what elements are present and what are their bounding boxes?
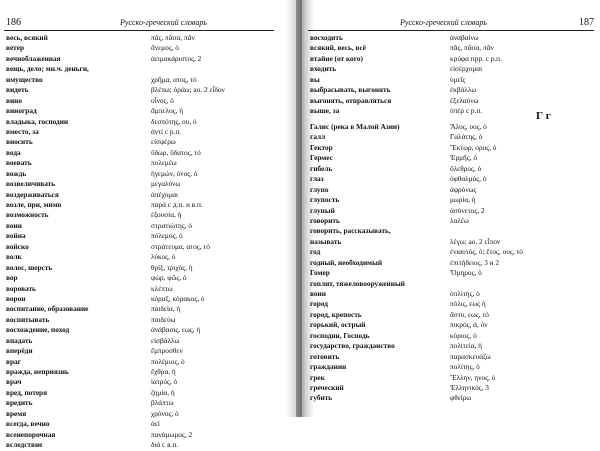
left-page-header [4,16,274,31]
dictionary-entry [310,289,592,299]
russian-headword: вред, потеря [6,387,48,397]
russian-headword: вредить [6,398,33,408]
greek-translation: ἐξελαύνω [450,95,479,105]
dictionary-entry [6,346,282,356]
russian-headword: вперёди [6,346,33,356]
greek-translation: Ἕκτωρ, ορος, ὁ [450,142,497,152]
russian-headword: вместо, за [6,126,39,136]
russian-headword: воспитание, образование [6,304,89,314]
dictionary-entry [6,304,282,314]
dictionary-entry [6,315,282,325]
greek-translation: ἐκβάλλω [450,85,477,95]
greek-translation: ἡγεμών, όνος, ὁ [151,168,198,178]
greek-translation: ἀφρόνως [450,184,477,194]
dictionary-entry [310,383,592,393]
greek-translation: πολέμιος, ὁ [151,356,185,366]
russian-headword: волк [6,252,22,262]
russian-headword: возле, при, мимо [6,200,62,209]
dictionary-entry [310,352,592,362]
dictionary-entry [310,247,592,257]
russian-headword: Гектор [310,142,333,152]
russian-headword: выше, за [310,106,340,116]
greek-translation: πόλεμος, ὁ [151,231,183,241]
greek-translation: ὕδωρ, ὕδατος, τό [151,147,201,157]
dictionary-entry [6,117,282,127]
russian-headword: глупо [310,184,329,194]
greek-translation: λέγω; ао. 2 εἶπον [450,236,501,246]
russian-headword: впадать [6,335,33,345]
dictionary-entry [6,398,282,408]
greek-translation: παρασκευάζω [450,351,491,361]
russian-headword: возвеличивать [6,179,56,189]
russian-headword: гоплит, тяжеловооруженный [310,278,405,288]
russian-headword: всякий, весь, всё [310,43,366,53]
russian-headword: город [310,299,328,309]
greek-translation: Ἅλυς, υος, ὁ [450,122,487,131]
greek-translation: λύκος, ὁ [151,252,176,262]
greek-translation: ἀντί с р.п. [151,126,182,136]
greek-translation: εἰσβάλλω [151,335,180,345]
russian-headword: господин, Господь [310,330,370,340]
russian-headword: глаз [310,174,324,184]
greek-translation: ἐνιαυτός, ὁ; ἔτος, ους, τό [450,247,523,257]
right-page-header [308,16,594,31]
greek-translation: χρόνος, ὁ [151,408,179,418]
dictionary-entry [6,169,282,179]
russian-headword: вражда, неприязнь [6,367,69,376]
russian-headword: входить [310,64,337,74]
dictionary-entry [6,367,282,377]
page-number: 187 [579,17,594,28]
greek-translation: ζημία, ἡ [151,387,175,397]
greek-translation: πολιτεία, ἡ [450,341,482,351]
dictionary-entry [310,43,592,53]
dictionary-entry [6,325,282,335]
dictionary-entry [6,409,282,419]
dictionary-entry [6,127,282,137]
russian-headword: воин [310,289,326,298]
dictionary-entry [6,357,282,367]
dictionary-entry [310,216,592,226]
russian-headword: горький, острый [310,320,366,330]
dictionary-entry [6,137,282,147]
dictionary-entry [310,237,592,247]
greek-translation: ἐξουσία, ἡ [151,210,182,220]
greek-translation: διά с в.п. [151,440,179,450]
dictionary-entry [310,362,592,372]
russian-headword: государство, гражданство [310,341,395,351]
russian-headword: ворон [6,293,26,303]
dictionary-entries [310,33,592,117]
dictionary-entry [310,64,592,74]
dictionary-entry [6,43,282,53]
russian-headword: враг [6,356,21,366]
greek-translation: ἀπέχομαι [151,189,178,199]
dictionary-entry [6,231,282,241]
dictionary-entry [310,226,592,236]
dictionary-entry [6,96,282,106]
russian-headword: называть [310,236,342,246]
dictionary-entries-g [310,122,592,404]
dictionary-entry [6,252,282,262]
russian-headword: глупый [310,205,335,215]
russian-headword: город, крепость [310,309,362,319]
greek-translation: ἀεί [151,419,160,429]
dictionary-entry [310,143,592,153]
greek-translation: Ἑλληνικός, 3 [450,382,489,392]
greek-translation: ἔμπροσθεν [151,346,183,356]
greek-translation: πολίτης, ὁ [450,362,480,372]
dictionary-entry [310,206,592,216]
russian-headword: войско [6,241,29,251]
greek-translation: ἐπιτήδειος, 3 и 2 [450,257,499,267]
greek-translation: εἰσφέρω [151,137,176,147]
dictionary-entry [6,294,282,304]
dictionary-entry [6,273,282,283]
dictionary-entries [6,33,282,451]
greek-translation: θρίξ, τριχός, ἡ [151,262,193,272]
greek-translation: φθείρω [450,393,472,403]
dictionary-entry [310,195,592,205]
greek-translation: ἀσύνετος, 2 [450,205,485,215]
russian-headword: Гермес [310,153,333,163]
dictionary-entry [310,185,592,195]
russian-headword: вода [6,147,21,157]
russian-headword: грек [310,372,325,382]
greek-translation: πᾶς, πᾶσα, πᾶν [450,43,494,53]
greek-translation: ὄλεθρος, ὁ [450,163,482,173]
dictionary-entry [310,122,592,132]
greek-translation: ἔχθρα, ἡ [151,367,176,376]
greek-translation: οἶνος, ὁ [151,95,174,105]
russian-headword: вещь, дело; мн.ч. деньги, [6,64,89,74]
dictionary-entry [310,132,592,142]
russian-headword: врач [6,377,22,387]
greek-translation: πόλις, εως ἡ [450,299,486,309]
greek-translation: παιδεία, ἡ [151,304,181,314]
russian-headword: год [310,247,321,257]
dictionary-entry [310,96,592,106]
dictionary-entry [310,373,592,383]
russian-headword: галл [310,132,326,142]
russian-headword: восходить [310,33,343,42]
greek-translation: ἄνεμος, ὁ [151,43,179,53]
dictionary-entry [310,164,592,174]
dictionary-entry [310,320,592,330]
russian-headword: выгонять, отправляться [310,95,392,105]
letter-heading: Г г [536,110,551,122]
dictionary-entry [310,33,592,43]
greek-translation: βλάπτω [151,398,174,408]
greek-translation: πολεμέω [151,158,177,168]
dictionary-entry [6,336,282,346]
russian-headword: воровать [6,283,36,293]
russian-headword: выбрасывать, выгонять [310,85,391,95]
dictionary-entry [6,64,282,74]
dictionary-entry [6,148,282,158]
dictionary-entry [310,393,592,403]
dictionary-entry [6,200,282,210]
russian-headword: видеть [6,85,29,95]
page-number: 186 [6,17,21,28]
dictionary-entry [310,331,592,341]
dictionary-entry [6,242,282,252]
russian-headword: готовить [310,351,340,361]
greek-translation: μωρία, ἡ [450,195,476,205]
russian-headword: воин [6,220,22,230]
dictionary-entry [6,263,282,273]
greek-translation: Ὅμηρος, ὁ [450,268,482,278]
russian-headword: годный, необходимый [310,257,383,267]
dictionary-entry [6,419,282,429]
greek-translation: εἰσέρχομαι [450,64,483,74]
greek-translation: ἰατρός, ὁ [151,377,178,387]
russian-headword: вы [310,74,320,84]
russian-headword: воевать [6,158,32,168]
dictionary-entry [310,174,592,184]
russian-headword: втайне (от кого) [310,53,363,63]
dictionary-entry [310,75,592,85]
right-page [308,0,600,417]
russian-headword: губить [310,393,333,403]
dictionary-entry [6,179,282,189]
greek-translation: μεγαλύνω [151,179,181,189]
russian-headword: имущество [6,74,43,84]
russian-headword: виноград [6,106,37,116]
greek-translation: ἀναβαίνω [450,33,479,42]
russian-headword: Галис (река в Малой Азии) [310,122,400,131]
dictionary-entry [6,190,282,200]
dictionary-entry [6,75,282,85]
dictionary-entry [310,341,592,351]
dictionary-entry [310,85,592,95]
dictionary-entry [6,284,282,294]
russian-headword: Гомер [310,268,330,278]
greek-translation: κλέπτω [151,283,173,293]
greek-translation: κόραξ, κόρακος, ὁ [151,293,205,303]
russian-headword: воздерживаться [6,189,59,199]
dictionary-entry [6,221,282,231]
russian-headword: вечноблаженная [6,53,61,63]
greek-translation: ὑμεῖς [450,74,466,84]
russian-headword: глупость [310,195,340,205]
running-title: Русско-греческий словарь [400,18,487,27]
greek-translation: Ἕλλην, ηνος, ὁ [450,372,496,382]
gutter-shadow [296,0,302,417]
dictionary-entry [6,377,282,387]
dictionary-entry [6,85,282,95]
russian-headword: восхождение, поход [6,325,70,335]
russian-headword: вследствие [6,440,43,450]
russian-headword: возможность [6,210,49,220]
russian-headword: вносить [6,137,33,147]
greek-translation: παρά с д.п. и в.п. [151,200,203,209]
russian-headword: весь, всякий [6,33,48,42]
russian-headword: гибель [310,163,333,173]
greek-translation: βλέπω; ὁράω; ао. 2 εἶδον [151,85,225,95]
russian-headword: волос, шерсть [6,262,53,272]
dictionary-entry [310,153,592,163]
greek-translation: στρατιώτης, ὁ [151,220,192,230]
dictionary-entry [6,388,282,398]
greek-translation: Γαλάτης, ὁ [450,132,483,142]
greek-translation: πᾶς, πᾶσα, πᾶν [151,33,195,42]
russian-headword: война [6,231,26,241]
russian-headword: вождь [6,168,27,178]
russian-headword: всенепорочная [6,429,56,439]
russian-headword: всегда, вечно [6,419,50,429]
greek-translation: ἀνάβασις, εως, ἡ [151,325,201,335]
russian-headword: владыка, господин [6,116,69,126]
dictionary-entry [6,440,282,450]
russian-headword: гражданин [310,362,347,372]
dictionary-entry [6,158,282,168]
greek-translation: ἄμπελος, ἡ [151,106,184,116]
greek-translation: δεσπότης, ου, ὁ [151,116,197,126]
greek-translation: ὀφθαλμός, ὁ [450,174,487,184]
dictionary-entry [6,54,282,64]
russian-headword: вор [6,273,18,283]
dictionary-entry [6,210,282,220]
russian-headword: вино [6,95,22,105]
greek-translation: ὑπέρ с р.п. [450,106,483,116]
russian-headword: говорить [310,215,340,225]
greek-translation: πανάμωμος, 2 [151,429,193,439]
russian-headword: воспитывать [6,314,50,324]
running-title: Русско-греческий словарь [120,18,207,27]
dictionary-entry [6,33,282,43]
left-page [0,0,292,450]
dictionary-entry [310,54,592,64]
russian-headword: ветер [6,43,25,53]
dictionary-entry [310,279,592,289]
dictionary-entry [310,299,592,309]
greek-translation: στράτευμα, ατος, τό [151,241,210,251]
russian-headword: греческий [310,382,344,392]
dictionary-entry [6,430,282,440]
greek-translation: κύριος, ὁ [450,330,477,340]
greek-translation: ἀειμακάριστος, 2 [151,53,202,63]
greek-translation: Ἑρμῆς, ὁ [450,153,478,163]
dictionary-entry [6,106,282,116]
greek-translation: ἄστυ, εως, τό [450,309,489,319]
russian-headword: время [6,408,27,418]
dictionary-entry [310,310,592,320]
greek-translation: φώρ, φῶς, ὁ [151,273,187,283]
dictionary-entry [310,258,592,268]
greek-translation: χρῆμα, ατος, τό [151,74,197,84]
greek-translation: πικρός, ά, όν [450,320,488,330]
russian-headword: говорить, рассказывать, [310,226,391,236]
greek-translation: ὁπλίτης, ὁ [450,289,480,298]
greek-translation: κρύφα прр. с р.п. [450,53,502,63]
dictionary-entry [310,268,592,278]
greek-translation: λαλέω [450,215,469,225]
greek-translation: παιδεύω [151,314,176,324]
